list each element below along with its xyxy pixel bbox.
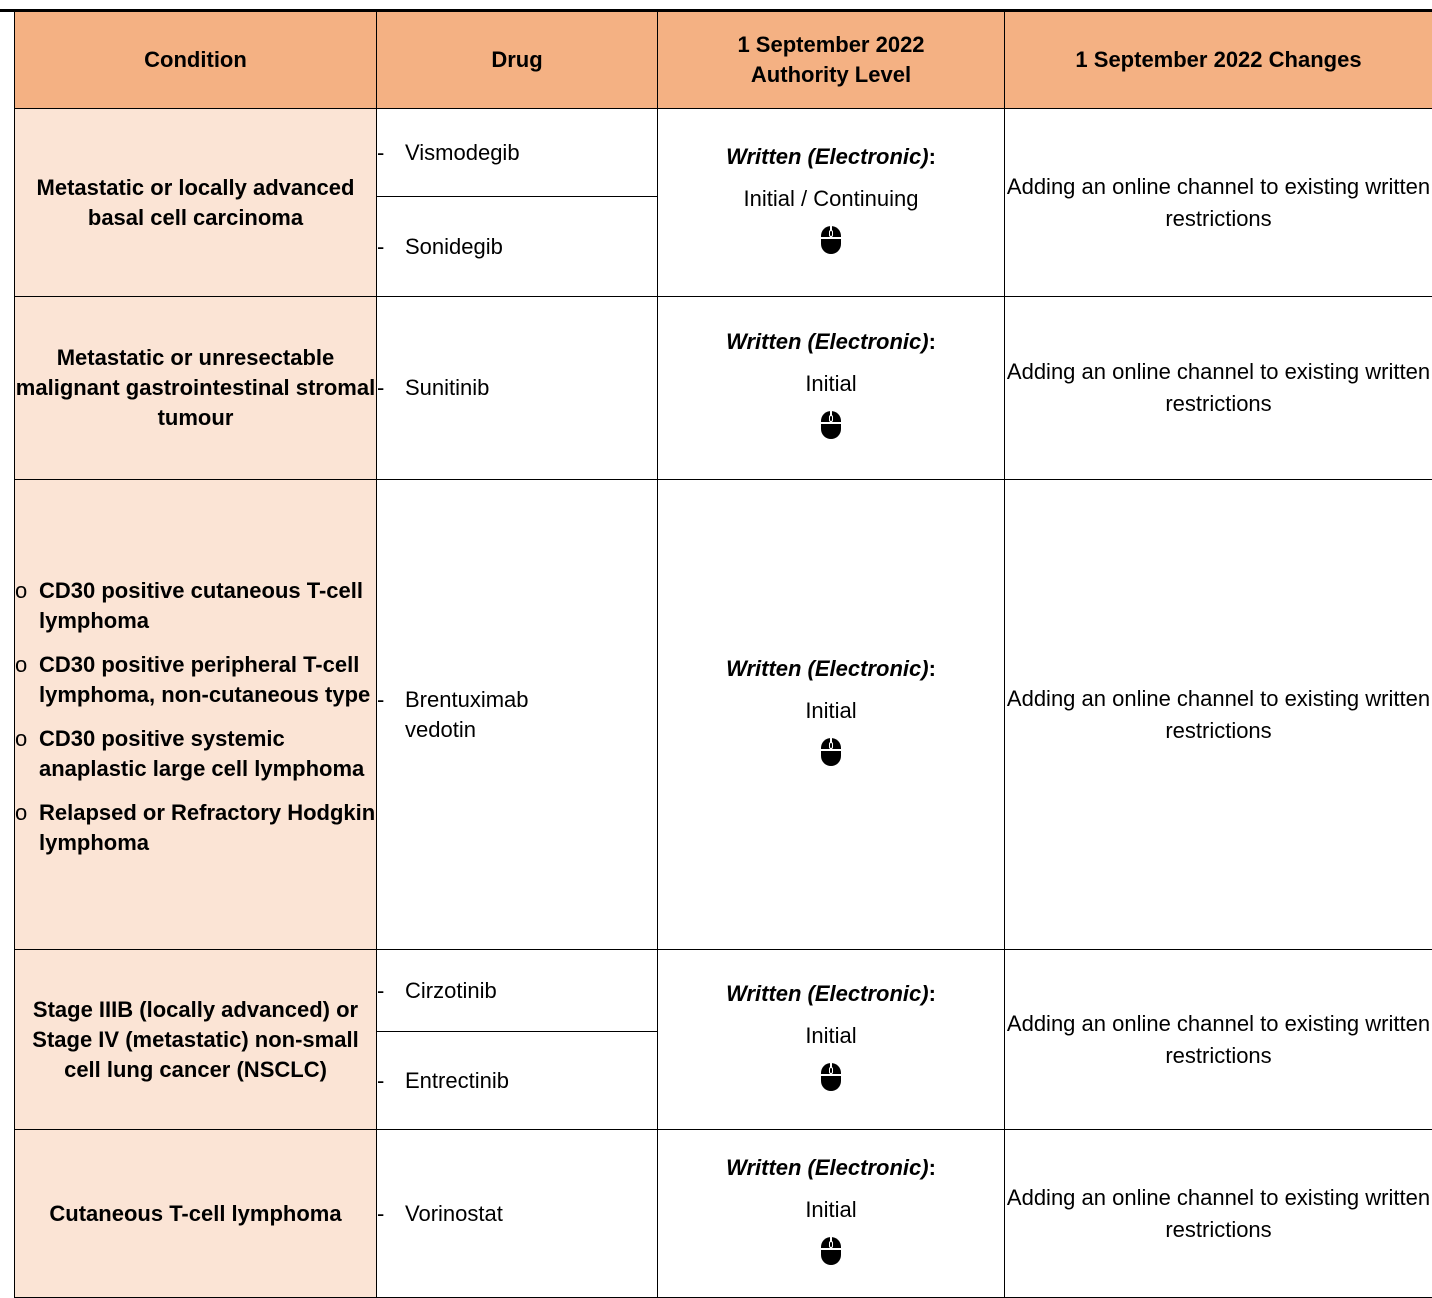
authority-heading: [658, 654, 1004, 684]
authority-heading: [658, 979, 1004, 1009]
authority-heading: [658, 1153, 1004, 1183]
drug-name: Sonidegib: [405, 232, 503, 262]
authority-changes-table: [14, 11, 1432, 1298]
authority-cell: [658, 950, 1005, 1130]
computer-mouse-icon: [819, 409, 843, 441]
condition-item-text: Relapsed or Refractory Hodgkin lymphoma: [39, 798, 376, 858]
authority-cell: [658, 1130, 1005, 1298]
table-row: [15, 1130, 1432, 1298]
authority-heading-text: Written (Electronic): [726, 329, 929, 354]
authority-level: Initial: [658, 1195, 1004, 1225]
authority-heading-text: Written (Electronic): [726, 1155, 929, 1180]
header-authority-level: [658, 12, 1005, 109]
drug-name: Vismodegib: [405, 138, 520, 168]
drug-cell: [377, 109, 658, 197]
authority-heading-text: Written (Electronic): [726, 981, 929, 1006]
authority-colon: :: [929, 329, 936, 354]
drug-name: Entrectinib: [405, 1066, 509, 1096]
change-cell: Adding an online channel to existing written restrictions: [1005, 950, 1432, 1130]
condition-item-text: CD30 positive peripheral T-cell lymphoma, non-cutaneous type: [39, 650, 376, 710]
dash: -: [377, 138, 405, 168]
authority-level: Initial / Continuing: [658, 184, 1004, 214]
authority-heading-text: Written (Electronic): [726, 656, 929, 681]
bullet-icon: o: [15, 724, 39, 784]
computer-mouse-icon: [819, 224, 843, 256]
drug-cell: [377, 297, 658, 480]
condition-list-item: [15, 724, 376, 784]
authority-heading: [658, 327, 1004, 357]
authority-cell: [658, 297, 1005, 480]
drug-cell: [377, 197, 658, 297]
condition-list-item: [15, 576, 376, 636]
dash: -: [377, 232, 405, 262]
condition-cell: Metastatic or locally advanced basal cell carcinoma: [15, 109, 377, 297]
condition-cell: Stage IIIB (locally advanced) or Stage IV (metastatic) non-small cell lung cancer (NSCLC): [15, 950, 377, 1130]
table-row: [15, 109, 1432, 197]
header-drug: Drug: [377, 12, 658, 109]
drug-cell: [377, 1032, 658, 1130]
bullet-icon: o: [15, 798, 39, 858]
drug-name: Vorinostat: [405, 1199, 503, 1229]
condition-cell: Metastatic or unresectable malignant gastrointestinal stromal tumour: [15, 297, 377, 480]
table-row: [15, 950, 1432, 1032]
computer-mouse-icon: [819, 1235, 843, 1267]
drug-name: Brentuximab vedotin: [405, 685, 605, 745]
computer-mouse-icon: [819, 1061, 843, 1093]
authority-level: Initial: [658, 696, 1004, 726]
header-condition: Condition: [15, 12, 377, 109]
authority-colon: :: [929, 1155, 936, 1180]
condition-cell: [15, 480, 377, 950]
bullet-icon: o: [15, 576, 39, 636]
table-row: [15, 480, 1432, 950]
condition-list-item: [15, 650, 376, 710]
drug-cell: [377, 950, 658, 1032]
drug-name: Cirzotinib: [405, 976, 497, 1006]
header-row: [15, 12, 1432, 109]
drug-name: Sunitinib: [405, 373, 489, 403]
condition-item-text: CD30 positive systemic anaplastic large cell lymphoma: [39, 724, 376, 784]
drug-cell: [377, 480, 658, 950]
authority-colon: :: [929, 981, 936, 1006]
bullet-icon: o: [15, 650, 39, 710]
authority-heading: [658, 142, 1004, 172]
change-cell: Adding an online channel to existing written restrictions: [1005, 480, 1432, 950]
table-row: [15, 297, 1432, 480]
condition-list-item: [15, 798, 376, 858]
computer-mouse-icon: [819, 736, 843, 768]
dash: -: [377, 1199, 405, 1229]
drug-cell: [377, 1130, 658, 1298]
change-cell: Adding an online channel to existing written restrictions: [1005, 109, 1432, 297]
authority-cell: [658, 109, 1005, 297]
header-authority-line1: 1 September 2022: [658, 30, 1004, 60]
dash: -: [377, 373, 405, 403]
authority-colon: :: [929, 144, 936, 169]
authority-colon: :: [929, 656, 936, 681]
header-authority-line2: Authority Level: [658, 60, 1004, 90]
authority-level: Initial: [658, 1021, 1004, 1051]
dash: -: [377, 1066, 405, 1096]
condition-cell: Cutaneous T-cell lymphoma: [15, 1130, 377, 1298]
change-cell: Adding an online channel to existing written restrictions: [1005, 1130, 1432, 1298]
authority-heading-text: Written (Electronic): [726, 144, 929, 169]
authority-level: Initial: [658, 369, 1004, 399]
condition-item-text: CD30 positive cutaneous T-cell lymphoma: [39, 576, 376, 636]
dash: -: [377, 685, 405, 745]
header-changes: 1 September 2022 Changes: [1005, 12, 1432, 109]
change-cell: Adding an online channel to existing written restrictions: [1005, 297, 1432, 480]
authority-cell: [658, 480, 1005, 950]
dash: -: [377, 976, 405, 1006]
